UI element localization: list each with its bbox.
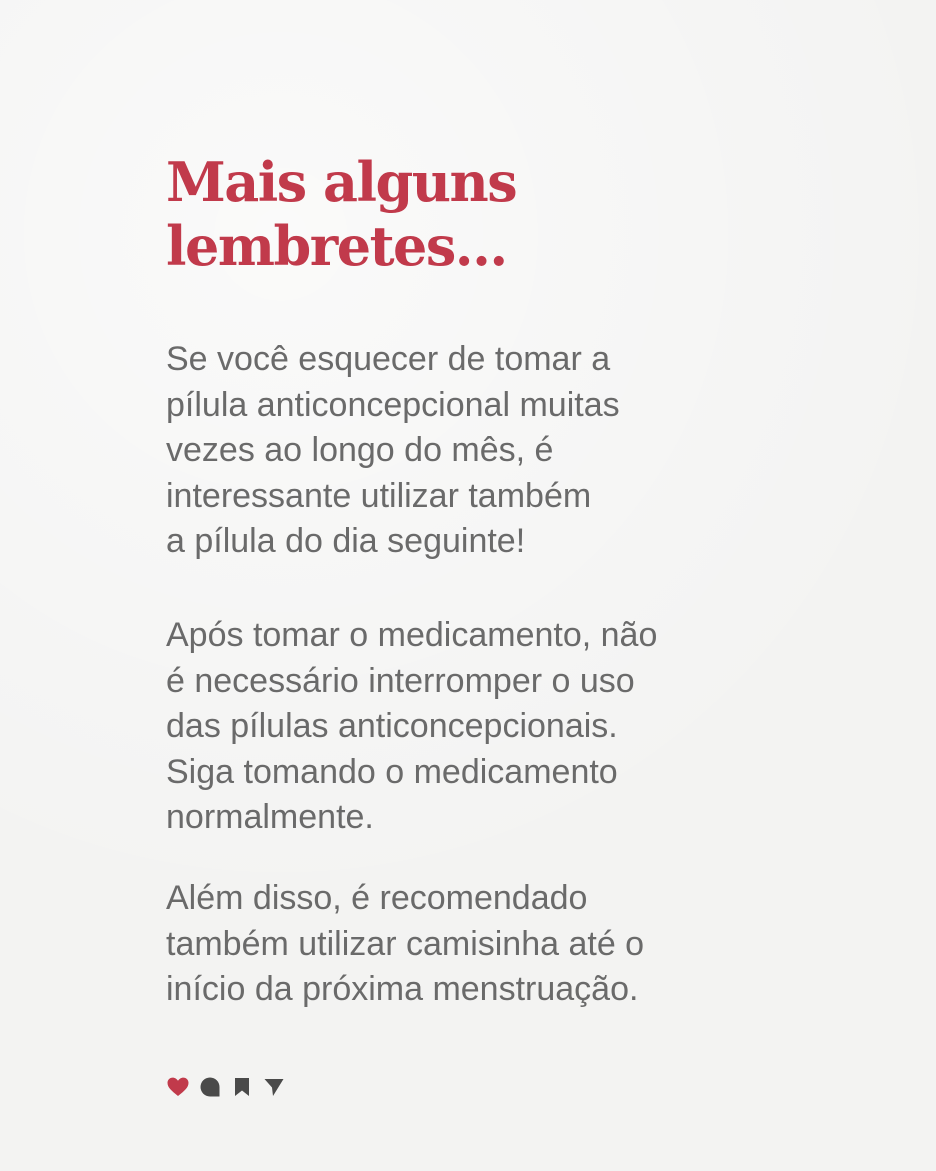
paragraph-line: Se você esquecer de tomar a <box>166 340 611 378</box>
comment-icon[interactable] <box>198 1075 222 1099</box>
paragraph-line: Após tomar o medicamento, não <box>166 616 658 654</box>
heart-icon[interactable] <box>166 1075 190 1099</box>
paragraph-line: início da próxima menstruação. <box>166 970 639 1008</box>
action-bar <box>166 1075 286 1099</box>
title-line: Mais alguns <box>166 150 517 214</box>
share-icon[interactable] <box>262 1075 286 1099</box>
paragraph-line: Além disso, é recomendado <box>166 879 588 917</box>
paragraph-line: das pílulas anticoncepcionais. <box>166 707 618 745</box>
paragraph-line: é necessário interromper o uso <box>166 661 635 700</box>
paragraph-line: pílula anticoncepcional muitas <box>166 385 620 424</box>
paragraph-condom-advice <box>166 876 846 1013</box>
paragraph-line: interessante utilizar também <box>166 476 592 515</box>
paragraph-line: Siga tomando o medicamento <box>166 752 618 791</box>
paragraph-line: vezes ao longo do mês, é <box>166 431 554 469</box>
paragraph-after-medication <box>166 613 846 841</box>
paragraph-line: normalmente. <box>166 798 374 836</box>
paragraph-line: também utilizar camisinha até o <box>166 924 645 963</box>
post-title <box>166 150 806 278</box>
paragraph-forgot-pill <box>166 337 846 565</box>
paragraph-line: a pílula do dia seguinte! <box>166 522 526 560</box>
title-line: lembretes... <box>166 214 507 278</box>
bookmark-icon[interactable] <box>230 1075 254 1099</box>
